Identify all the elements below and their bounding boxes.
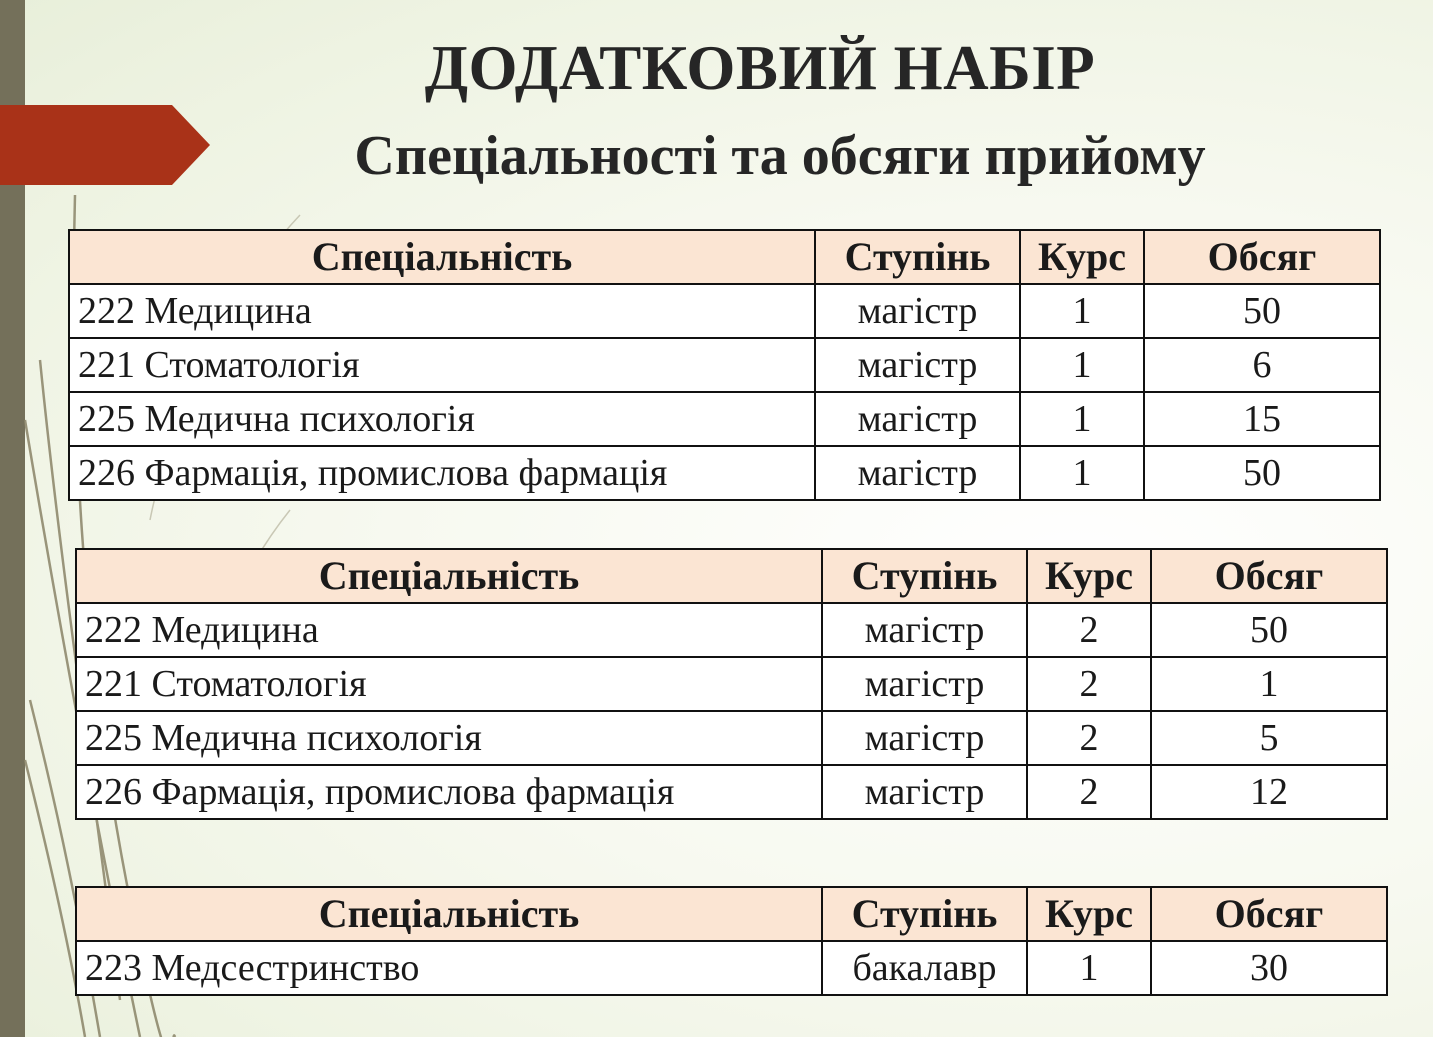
specialty-cell: 222 Медицина (69, 284, 815, 338)
specialty-cell: 225 Медична психологія (69, 392, 815, 446)
degree-cell: магістр (815, 392, 1020, 446)
arrow-marker-icon (0, 105, 210, 185)
degree-cell: бакалавр (822, 941, 1027, 995)
table-row (69, 338, 1380, 392)
admission-table-course-1 (68, 229, 1381, 501)
volume-cell: 1 (1151, 657, 1387, 711)
volume-cell: 12 (1151, 765, 1387, 819)
specialty-cell: 226 Фармація, промислова фармація (69, 446, 815, 500)
course-cell: 2 (1027, 657, 1151, 711)
degree-cell: магістр (822, 603, 1027, 657)
table-row (76, 603, 1387, 657)
course-cell: 1 (1020, 446, 1144, 500)
specialty-cell: 221 Стоматологія (69, 338, 815, 392)
degree-cell: магістр (815, 446, 1020, 500)
specialty-cell: 222 Медицина (76, 603, 822, 657)
slide-subtitle: Спеціальності та обсяги прийому (354, 125, 1206, 187)
table-row (76, 941, 1387, 995)
degree-cell: магістр (822, 765, 1027, 819)
table-row (69, 392, 1380, 446)
specialty-cell: 225 Медична психологія (76, 711, 822, 765)
course-cell: 2 (1027, 711, 1151, 765)
degree-cell: магістр (822, 657, 1027, 711)
volume-cell: 50 (1144, 446, 1380, 500)
degree-cell: магістр (822, 711, 1027, 765)
course-cell: 1 (1027, 941, 1151, 995)
table-header-row (69, 230, 1380, 284)
admission-table-nursing (75, 886, 1388, 996)
volume-cell: 6 (1144, 338, 1380, 392)
table-header-row (76, 887, 1387, 941)
specialty-cell: 223 Медсестринство (76, 941, 822, 995)
header-course: Курс (1027, 887, 1151, 941)
header-specialty: Спеціальність (69, 230, 815, 284)
table-row (69, 284, 1380, 338)
course-cell: 2 (1027, 603, 1151, 657)
volume-cell: 50 (1151, 603, 1387, 657)
degree-cell: магістр (815, 284, 1020, 338)
header-specialty: Спеціальність (76, 887, 822, 941)
table-row (76, 711, 1387, 765)
table-row (69, 446, 1380, 500)
degree-cell: магістр (815, 338, 1020, 392)
course-cell: 1 (1020, 338, 1144, 392)
header-degree: Ступінь (822, 887, 1027, 941)
header-course: Курс (1020, 230, 1144, 284)
slide-title: ДОДАТКОВИЙ НАБІР (424, 33, 1096, 103)
header-volume: Обсяг (1144, 230, 1380, 284)
course-cell: 1 (1020, 284, 1144, 338)
header-degree: Ступінь (815, 230, 1020, 284)
course-cell: 1 (1020, 392, 1144, 446)
header-degree: Ступінь (822, 549, 1027, 603)
volume-cell: 15 (1144, 392, 1380, 446)
table-row (76, 765, 1387, 819)
course-cell: 2 (1027, 765, 1151, 819)
volume-cell: 50 (1144, 284, 1380, 338)
table-header-row (76, 549, 1387, 603)
specialty-cell: 226 Фармація, промислова фармація (76, 765, 822, 819)
header-course: Курс (1027, 549, 1151, 603)
header-volume: Обсяг (1151, 549, 1387, 603)
specialty-cell: 221 Стоматологія (76, 657, 822, 711)
admission-table-course-2 (75, 548, 1388, 820)
header-volume: Обсяг (1151, 887, 1387, 941)
table-row (76, 657, 1387, 711)
volume-cell: 5 (1151, 711, 1387, 765)
volume-cell: 30 (1151, 941, 1387, 995)
header-specialty: Спеціальність (76, 549, 822, 603)
